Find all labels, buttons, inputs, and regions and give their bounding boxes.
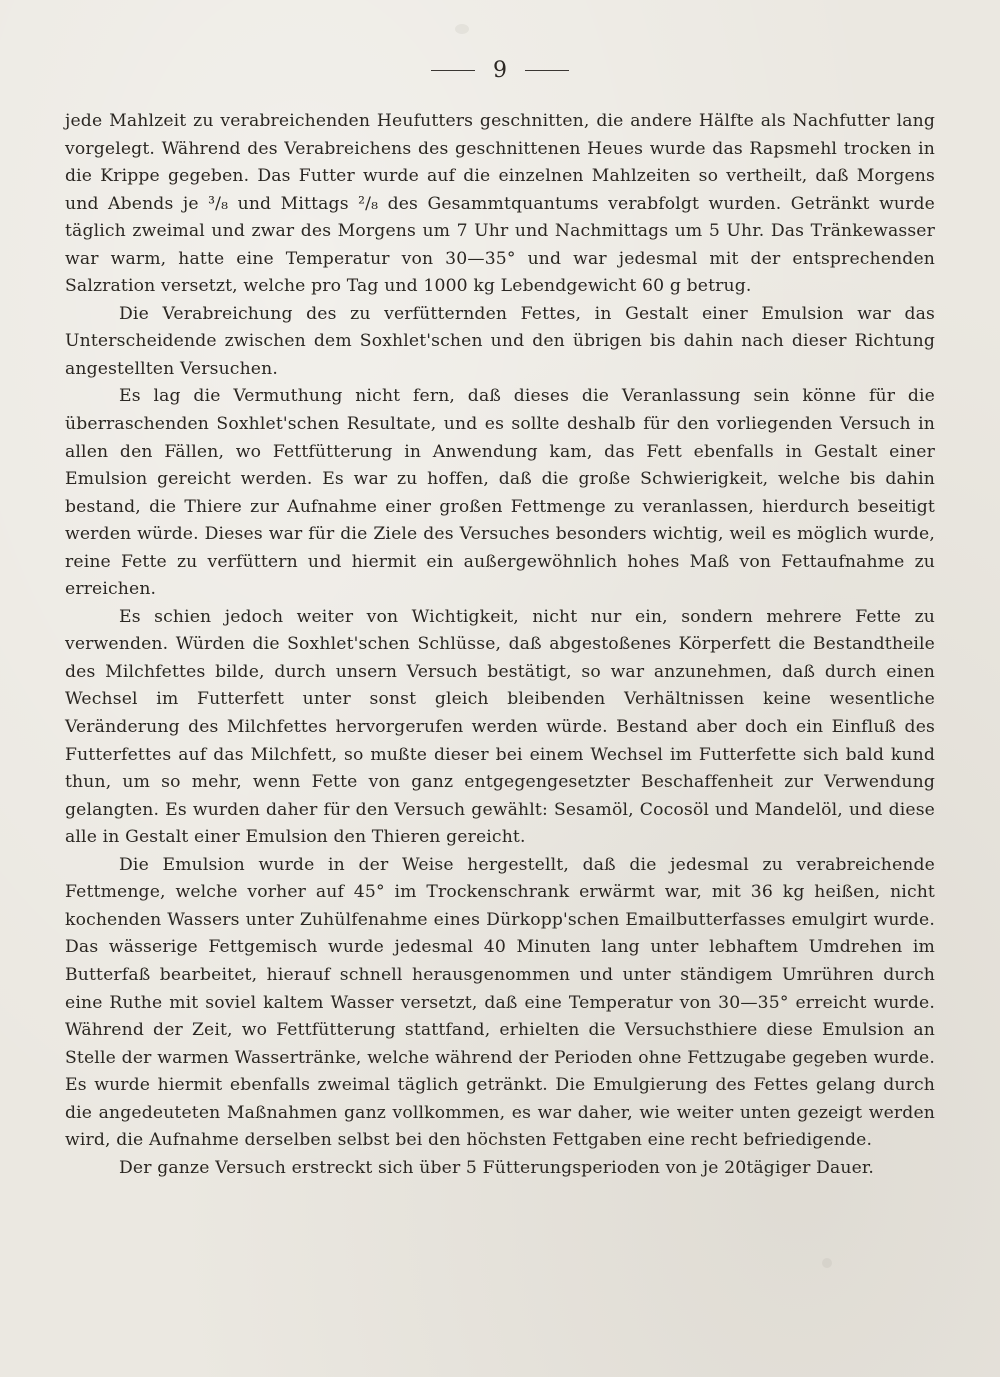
paragraph: jede Mahlzeit zu verabreichenden Heufutters geschnitten, die andere Hälfte als Nachfutter lang vorgelegt. Während des Verabreichens des geschnittenen Heues wurde das Rapsmehl trocken in die Krippe gegeben. Das Futter wurde auf die einzelnen Mahlzeiten so vertheilt, daß Morgens und Abends je ³/₈ und Mittags ²/₈ des Gesammtquantums verabfolgt wurden. Getränkt wurde täglich zweimal und zwar des Morgens um 7 Uhr und Nachmittags um 5 Uhr. Das Tränkewasser war warm, hatte eine Temperatur von 30—35° und war jedesmal mit der entsprechenden Salzration versetzt, welche pro Tag und 1000 kg Lebendgewicht 60 g betrug.: [65, 111, 935, 297]
paragraph: Die Verabreichung des zu verfütternden Fettes, in Gestalt einer Emulsion war das Unterscheidende zwischen dem Soxhlet'schen und den übrigen bis dahin nach dieser Richtung angestellten Versuchen.: [65, 303, 935, 379]
paper-stain: [455, 24, 469, 34]
paragraph: Die Emulsion wurde in der Weise hergestellt, daß die jedesmal zu verabreichende Fettmenge, welche vorher auf 45° im Trockenschrank erwärmt war, mit 36 kg heißen, nicht kochenden Wassers unter Zuhülfenahme eines Dürkopp'schen Emailbutterfasses emulgirt wurde. Das wässerige Fettgemisch wurde jedesmal 40 Minuten lang unter lebhaftem Umdrehen im Butterfaß bearbeitet, hierauf schnell herausgenommen und unter ständigem Umrühren durch eine Ruthe mit soviel kaltem Wasser versetzt, daß eine Temperatur von 30—35° erreicht wurde. Während der Zeit, wo Fettfütterung stattfand, erhielten die Versuchsthiere diese Emulsion an Stelle der warmen Wassertränke, welche während der Perioden ohne Fettzugabe gegeben wurde. Es wurde hiermit ebenfalls zweimal täglich getränkt. Die Emulgierung des Fettes gelang durch die angedeuteten Maßnahmen ganz vollkommen, es war daher, wie weiter unten gezeigt werden wird, die Aufnahme derselben selbst bei den höchsten Fettgaben eine recht befriedigende.: [65, 854, 935, 1151]
paper-stain: [822, 1258, 832, 1268]
header-rule-right: [525, 70, 569, 71]
paragraph: Es schien jedoch weiter von Wichtigkeit, nicht nur ein, sondern mehrere Fette zu verwenden. Würden die Soxhlet'schen Schlüsse, daß abgestoßenes Körperfett die Bestandtheile des Milchfettes bilde, durch unsern Versuch bestätigt, so war anzunehmen, daß durch einen Wechsel im Futterfett unter sonst gleich bleibenden Verhältnissen keine wesentliche Veränderung des Milchfettes hervorgerufen werden würde. Bestand aber doch ein Einfluß des Futterfettes auf das Milchfett, so mußte dieser bei einem Wechsel im Futterfette sich bald kund thun, um so mehr, wenn Fette von ganz entgegengesetzter Beschaffenheit zur Verwendung gelangten. Es wurden daher für den Versuch gewählt: Sesamöl, Cocosöl und Mandelöl, und diese alle in Gestalt einer Emulsion den Thieren gereicht.: [65, 606, 935, 848]
page-header: [0, 58, 1000, 86]
paragraph: Es lag die Vermuthung nicht fern, daß dieses die Veranlassung sein könne für die überraschenden Soxhlet'schen Resultate, und es sollte deshalb für den vorliegenden Versuch in allen den Fällen, wo Fettfütterung in Anwendung kam, das Fett ebenfalls in Gestalt einer Emulsion gereicht werden. Es war zu hoffen, daß die große Schwierigkeit, welche bis dahin bestand, die Thiere zur Aufnahme einer großen Fettmenge zu veranlassen, hierdurch beseitigt werden würde. Dieses war für die Ziele des Versuches besonders wichtig, weil es möglich wurde, reine Fette zu verfüttern und hiermit ein außergewöhnlich hohes Maß von Fettaufnahme zu erreichen.: [65, 386, 935, 600]
paragraph: Der ganze Versuch erstreckt sich über 5 Fütterungsperioden von je 20tägiger Dauer.: [119, 1157, 875, 1178]
body-text: [65, 108, 935, 1182]
header-rule-left: [431, 70, 475, 71]
page-number: 9: [493, 58, 507, 83]
